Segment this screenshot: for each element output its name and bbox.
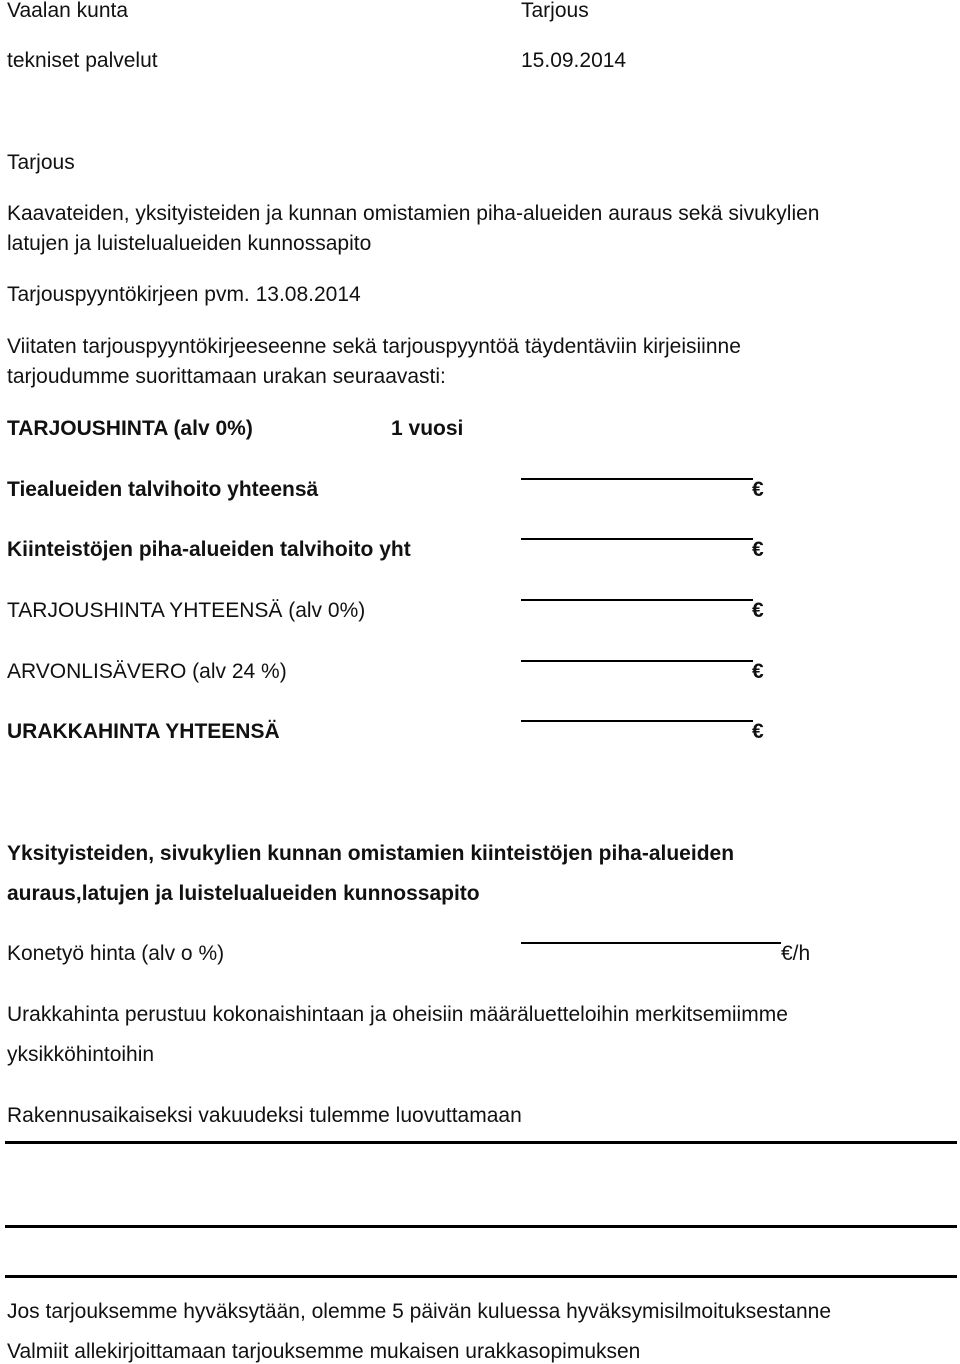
price-blank-contract-total[interactable] (521, 720, 753, 722)
document-date: 15.09.2014 (521, 49, 627, 72)
subject-line-2: latujen ja luistelualueiden kunnossapito (7, 232, 372, 255)
guarantee-fill-line-3[interactable] (5, 1275, 957, 1278)
row-label-yard-maintenance: Kiinteistöjen piha-alueiden talvihoito yht (7, 538, 411, 561)
organization-name: Vaalan kunta (7, 0, 129, 22)
department-name: tekniset palvelut (7, 49, 158, 72)
subject-line-1: Kaavateiden, yksityisteiden ja kunnan omistamien piha-alueiden auraus sekä sivukylien (7, 202, 820, 225)
intro-body-line-1: Viitaten tarjouspyyntökirjeeseenne sekä tarjouspyyntöä täydentäviin kirjeisiinne (7, 335, 741, 358)
closing-line-2: Valmiit allekirjoittamaan tarjouksemme mukaisen urakkasopimuksen (7, 1340, 641, 1363)
euro-symbol: € (752, 599, 764, 622)
row-label-road-maintenance: Tiealueiden talvihoito yhteensä (7, 478, 319, 501)
price-blank-yard-maintenance[interactable] (521, 538, 753, 540)
euro-symbol: € (752, 478, 764, 501)
euro-symbol: € (752, 538, 764, 561)
price-heading: TARJOUSHINTA (alv 0%) (7, 417, 253, 440)
price-blank-total-excl-vat[interactable] (521, 599, 753, 601)
private-roads-heading-line-1: Yksityisteiden, sivukylien kunnan omistamien kiinteistöjen piha-alueiden (7, 842, 735, 865)
row-label-vat: ARVONLISÄVERO (alv 24 %) (7, 660, 287, 683)
guarantee-text: Rakennusaikaiseksi vakuudeksi tulemme luovuttamaan (7, 1104, 522, 1127)
price-blank-road-maintenance[interactable] (521, 478, 753, 480)
row-label-total-excl-vat: TARJOUSHINTA YHTEENSÄ (alv 0%) (7, 599, 366, 622)
machine-work-price-blank[interactable] (521, 942, 781, 944)
document-heading: Tarjous (7, 151, 75, 174)
pricing-basis-line-1: Urakkahinta perustuu kokonaishintaan ja oheisiin määräluetteloihin merkitsemiimme (7, 1003, 788, 1026)
euro-symbol: € (752, 720, 764, 743)
machine-work-unit: €/h (781, 942, 811, 965)
intro-body-line-2: tarjoudumme suorittamaan urakan seuraavasti: (7, 365, 446, 388)
row-label-contract-total: URAKKAHINTA YHTEENSÄ (7, 720, 280, 743)
private-roads-heading-line-2: auraus,latujen ja luistelualueiden kunnossapito (7, 882, 480, 905)
price-blank-vat[interactable] (521, 660, 753, 662)
machine-work-label: Konetyö hinta (alv o %) (7, 942, 225, 965)
request-letter-date: Tarjouspyyntökirjeen pvm. 13.08.2014 (7, 283, 361, 306)
guarantee-fill-line-1[interactable] (5, 1141, 957, 1144)
price-period: 1 vuosi (391, 417, 464, 440)
document-type: Tarjous (521, 0, 589, 22)
euro-symbol: € (752, 660, 764, 683)
closing-line-1: Jos tarjouksemme hyväksytään, olemme 5 päivän kuluessa hyväksymisilmoituksestanne (7, 1300, 832, 1323)
guarantee-fill-line-2[interactable] (5, 1225, 957, 1228)
pricing-basis-line-2: yksikköhintoihin (7, 1043, 155, 1066)
